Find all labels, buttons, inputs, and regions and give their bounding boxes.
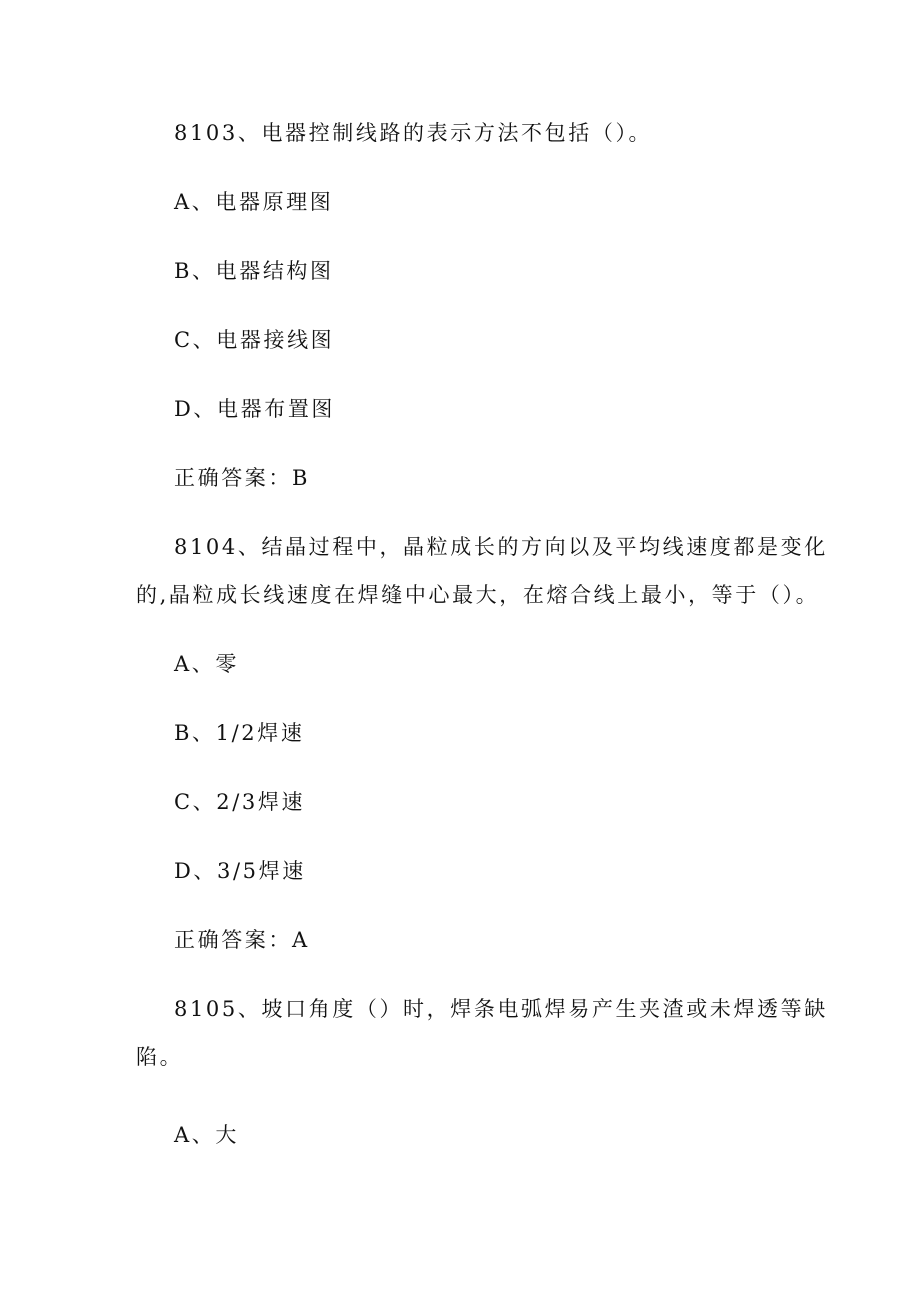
- question-8103-option-b: B、电器结构图: [174, 259, 334, 283]
- question-8103-text: 8103、电器控制线路的表示方法不包括（）。: [174, 121, 653, 145]
- question-8105-option-a: A、大: [174, 1123, 239, 1147]
- question-8104-option-d: D、3/5焊速: [174, 859, 306, 883]
- question-8103-option-c: C、电器接线图: [174, 328, 335, 352]
- question-8103-option-a: A、电器原理图: [174, 190, 334, 214]
- question-8104-text-line1: 8104、结晶过程中，晶粒成长的方向以及平均线速度都是变化: [174, 535, 828, 559]
- question-8105-text-line1: 8105、坡口角度（）时，焊条电弧焊易产生夹渣或未焊透等缺: [174, 997, 828, 1021]
- question-8105-text-line2: 陷。: [136, 1045, 184, 1069]
- question-8104-option-b: B、1/2焊速: [174, 721, 305, 745]
- question-8104-answer: 正确答案：A: [174, 928, 310, 952]
- question-8104-option-a: A、零: [174, 652, 239, 676]
- question-8103-answer: 正确答案：B: [174, 466, 311, 490]
- question-8104-option-c: C、2/3焊速: [174, 790, 306, 814]
- question-8103-option-d: D、电器布置图: [174, 397, 336, 421]
- question-8104-text-line2: 的,晶粒成长线速度在焊缝中心最大，在熔合线上最小，等于（）。: [136, 583, 820, 607]
